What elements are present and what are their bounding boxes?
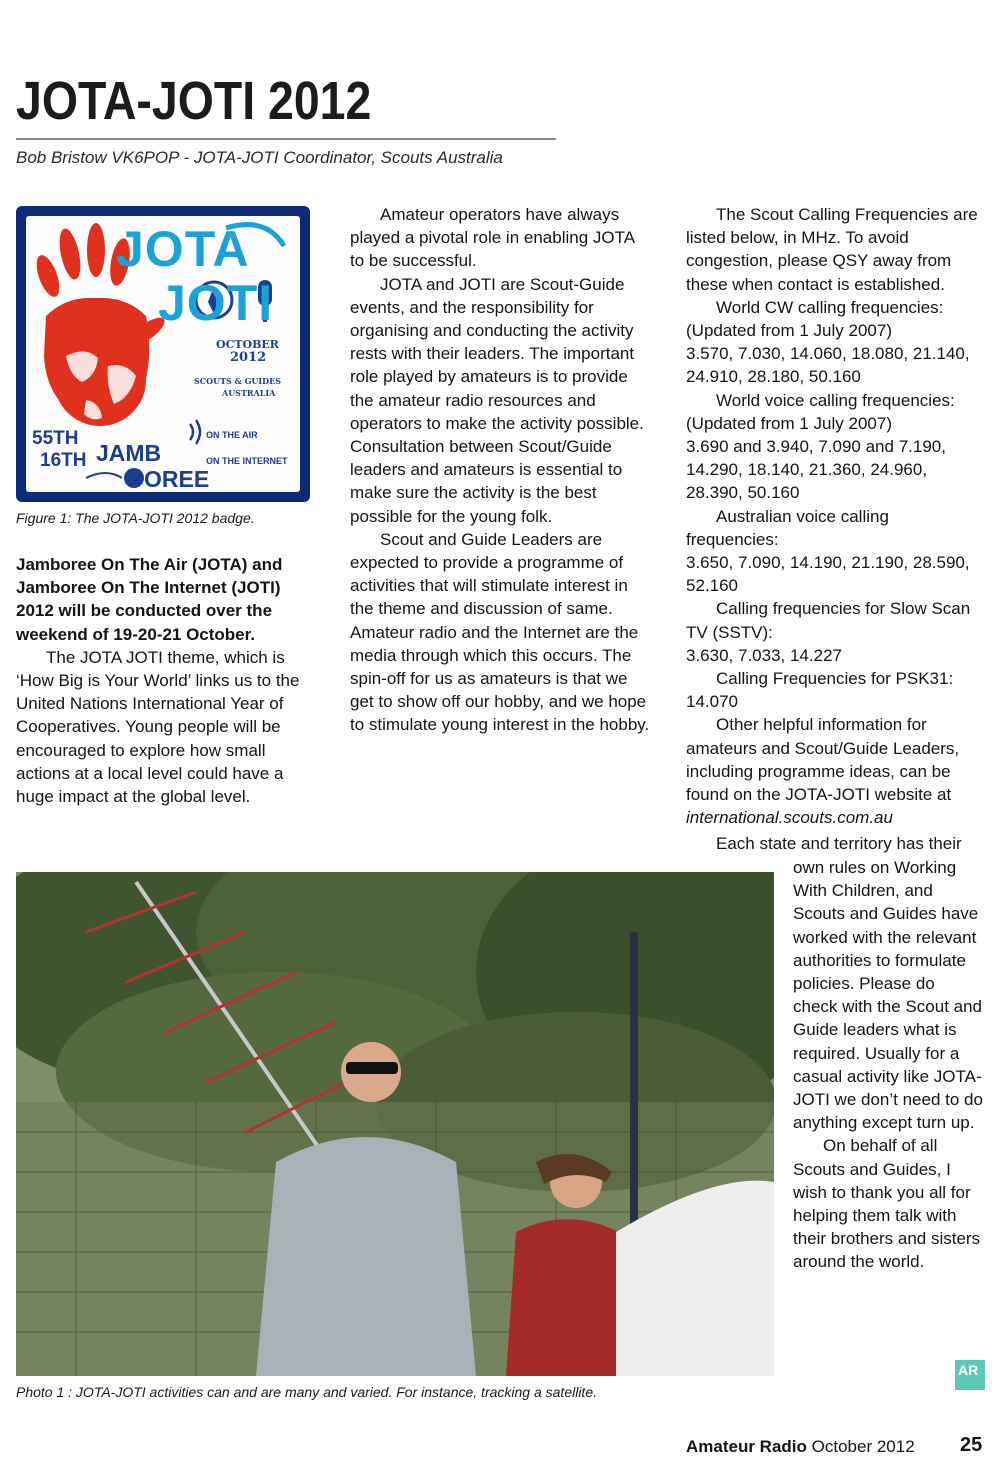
article-title: JOTA-JOTI 2012 — [16, 71, 372, 131]
voice-values: 3.690 and 3.940, 7.090 and 7.190, 14.290, 18.140, 21.360, 24.960, 28.390, 50.160 — [686, 437, 946, 503]
photo-satellite-tracking — [16, 872, 774, 1376]
voice-heading: World voice calling frequencies: — [716, 390, 955, 410]
radio-waves-icon — [190, 420, 200, 444]
each-state-paragraph: own rules on Working With Children, and Scouts and Guides have worked with the relevant authorities to formulate policies. Please do check with the Scout and Guide leaders what is required. Usually for a casual activity like JOTA-JOTI we don’t need to do anything except turn up. — [793, 858, 983, 1133]
column-2 — [350, 203, 650, 737]
badge-year: 2012 — [230, 350, 267, 365]
globe-icon — [54, 334, 146, 426]
badge-16th: 16TH — [40, 450, 87, 471]
badge-jota: JOTA — [116, 221, 250, 277]
badge-on-air: ON THE AIR — [206, 430, 258, 440]
byline: Bob Bristow VK6POP - JOTA-JOTI Coordinator, Scouts Australia — [16, 148, 503, 167]
jota-joti-badge — [16, 206, 310, 502]
badge-joti: JOTI — [158, 275, 274, 331]
footer-magazine-name: Amateur Radio — [686, 1437, 807, 1456]
footer-issue: October 2012 — [811, 1437, 915, 1456]
badge-jamb: JAMB — [96, 440, 162, 466]
sstv-values: 3.630, 7.033, 14.227 — [686, 645, 842, 665]
title-rule — [16, 138, 556, 140]
photo-illustration — [16, 872, 774, 1376]
col2-paragraph-3: Scout and Guide Leaders are expected to provide a programme of activities that will stimulate interest in the theme and discussion of same. Amateur radio and the Internet are the media through which this occurs. The spin-off for us as amateurs is that we get to show off our hobby, and we hope to stimulate young interest in the hobby. — [350, 529, 650, 735]
col2-paragraph-1: Amateur operators have always played a pivotal role in enabling JOTA to be successful. — [350, 205, 635, 271]
behalf-paragraph: On behalf of all Scouts and Guides, I wish to thank you all for helping them talk with their brothers and sisters around the world. — [793, 1136, 981, 1272]
badge-month: OCTOBER — [216, 338, 279, 351]
sstv-heading: Calling frequencies for Slow Scan TV (SSTV): — [686, 599, 971, 642]
ar-logo — [955, 1360, 985, 1390]
cw-values: 3.570, 7.030, 14.060, 18.080, 21.140, 24.910, 28.180, 50.160 — [686, 344, 970, 387]
each-state-first-line: Each state and territory has their — [716, 834, 962, 853]
ar-logo-text: AR — [958, 1362, 979, 1378]
lead-paragraph: Jamboree On The Air (JOTA) and Jamboree On The Internet (JOTI) 2012 will be conducted over the weekend of 19-20-21 October. — [16, 555, 283, 644]
column-3 — [686, 203, 982, 829]
voice-updated: (Updated from 1 July 2007) — [686, 413, 892, 433]
footer-magazine — [686, 1437, 915, 1457]
figure-1-caption: Figure 1: The JOTA-JOTI 2012 badge. — [16, 510, 255, 526]
badge-on-internet: ON THE INTERNET — [206, 456, 288, 466]
column-1 — [16, 553, 312, 808]
cw-heading: World CW calling frequencies: — [716, 297, 944, 317]
photo-1-caption: Photo 1 : JOTA-JOTI activities can and are many and varied. For instance, tracking a satellite. — [16, 1384, 597, 1400]
badge-inner — [26, 216, 300, 492]
col2-paragraph-2: JOTA and JOTI are Scout-Guide events, and the responsibility for organising and conducting the activity rests with their leaders. The important role played by amateurs is to provide the amateur radio resources and operators to make the activity possible. Consultation between Scout/Guide leaders and amateurs is essential to make sure the activity is the best possible for the young folk. — [350, 274, 644, 526]
col1-paragraph-1: The JOTA JOTI theme, which is ‘How Big is Your World’ links us to the United Nations International Year of Cooperatives. Young people will be encouraged to explore how small actions at a local level could have a huge impact at the global level. — [16, 647, 300, 807]
au-values: 3.650, 7.090, 14.190, 21.190, 28.590, 52.160 — [686, 553, 970, 596]
au-heading: Australian voice calling frequencies: — [686, 506, 889, 549]
badge-55th: 55TH — [32, 428, 79, 449]
badge-scouts: SCOUTS & GUIDES — [194, 376, 281, 386]
cw-updated: (Updated from 1 July 2007) — [686, 321, 892, 341]
frequencies-intro: The Scout Calling Frequencies are listed below, in MHz. To avoid congestion, please QSY away from these when contact is established. — [686, 205, 978, 294]
column-3-narrow — [793, 856, 983, 1274]
website-link: international.scouts.com.au — [686, 808, 893, 828]
badge-australia: AUSTRALIA — [222, 388, 276, 398]
psk-heading: Calling Frequencies for PSK31: — [716, 669, 954, 689]
page-number: 25 — [960, 1434, 983, 1456]
globe-o-icon — [124, 468, 144, 488]
other-info: Other helpful information for amateurs and Scout/Guide Leaders, including programme ideas, can be found on the JOTA-JOTI website at — [686, 715, 960, 805]
badge-oree: OREE — [144, 466, 210, 492]
psk-values: 14.070 — [686, 692, 738, 712]
